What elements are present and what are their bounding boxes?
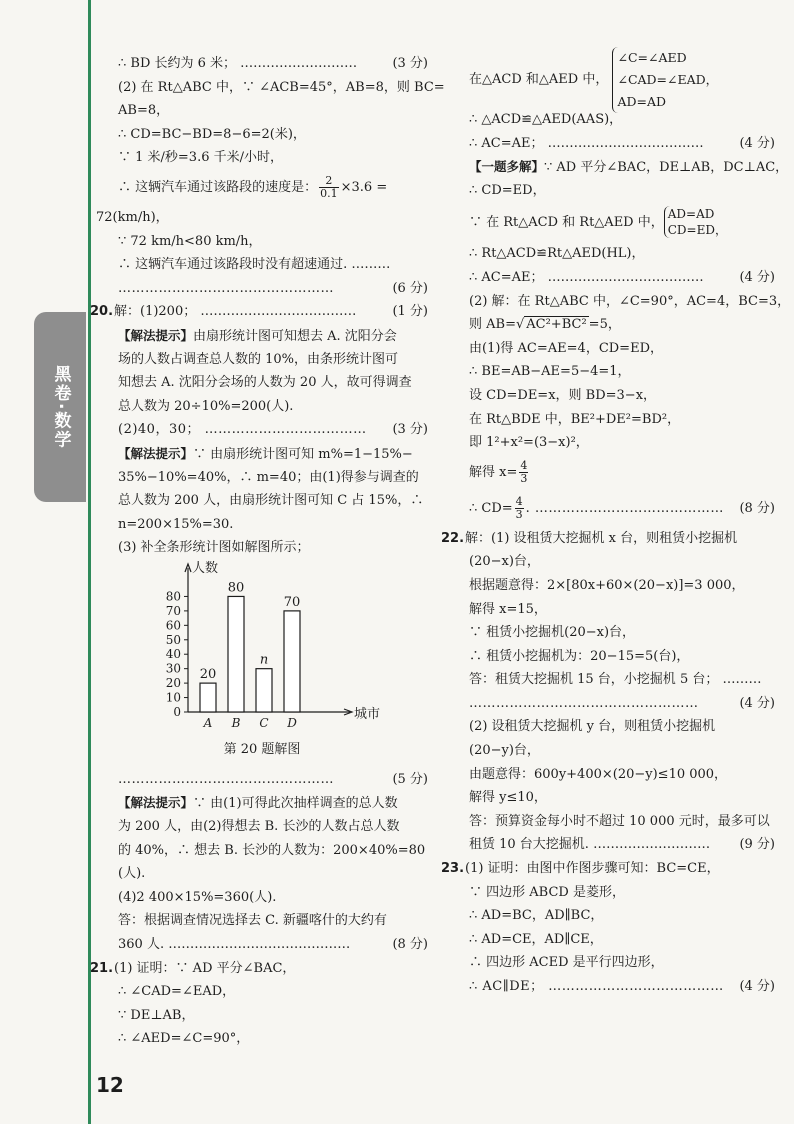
answer-line: 72(km/h)， [96, 209, 169, 225]
answer-line: ∴ AC∥DE； ………………………………… (4 分) [469, 979, 775, 994]
answer-line: ∴ CD= $\frac{4}{3}$ . …………………………………… (8 分) [469, 495, 775, 522]
answer-line: ∴ Rt△ACD≌Rt△AED(HL)， [469, 246, 645, 262]
hint-line: 知想去 A. 沈阳分会场的人数为 20 人，故可得调查 [118, 375, 412, 391]
fraction: $\frac{4}{3}$ [520, 459, 528, 486]
answer-line: 设 CD=DE=x，则 BD=3−x， [469, 387, 657, 403]
question-22: 22.解：(1) 设租赁大挖掘机 x 台，则租赁小挖掘机 [441, 530, 738, 546]
answer-line: 租赁 10 台大挖掘机. ……………………… (9 分) [469, 837, 775, 853]
y-tick-label: 20 [165, 675, 181, 690]
chart-caption: 第 20 题解图 [223, 741, 301, 757]
bar-data-label: 80 [227, 580, 245, 596]
bar-C [256, 669, 272, 712]
bar-D [284, 611, 300, 712]
answer-line: 答：预算资金每小时不超过 10 000 元时，最多可以 [469, 813, 770, 829]
answer-line: 即 1²+x²=(3−x)²， [469, 435, 589, 451]
hint-line: 为 200 人，由(2)得想去 B. 长沙的人数占总人数 [118, 819, 400, 835]
hint-line: 的 40%，∴ 想去 B. 长沙的人数为：200×40%=80 [118, 842, 426, 858]
answer-line: (4)2 400×15%=360(人). [118, 889, 277, 905]
y-tick-label: 70 [165, 603, 181, 618]
answer-line: (20−y)台， [469, 743, 540, 759]
answer-line: ∴ 这辆汽车通过该路段的速度是： $\frac{2}{0.1}$ ×3.6 = [118, 174, 388, 201]
answer-line: AB=8， [118, 103, 170, 119]
answer-line: ∴ CD=ED， [469, 182, 546, 198]
answer-line: (2)40，30； ……………………………… (3 分) [118, 422, 428, 438]
hint-line: 【解法提示】∵ 由(1)可得此次抽样调查的总人数 [118, 795, 398, 812]
answer-line: 在 Rt△BDE 中，BE²+DE²=BD²， [469, 411, 681, 427]
bar-A [200, 683, 216, 712]
page-number: 12 [96, 1073, 124, 1097]
bar-data-label: n [259, 652, 269, 668]
answer-line: ∵ DE⊥AB， [118, 1007, 195, 1023]
fraction: $\frac{4}{3}$ [515, 495, 523, 522]
equation-system: ∠C=∠AED ∠CAD=∠EAD， AD=AD [612, 47, 718, 113]
y-tick-label: 10 [165, 690, 181, 705]
fraction: $\frac{2}{0.1}$ [320, 174, 338, 201]
answer-line: ∴ 四边形 ACED 是平行四边形， [469, 955, 664, 971]
answer-line: 则 AB=√ AC²+BC² =5， [469, 317, 621, 333]
bar-B [228, 596, 244, 712]
hint-line: 总人数为 20÷10%=200(人). [118, 398, 294, 414]
x-axis-label: 城市 [354, 706, 381, 722]
answer-line: 解得 y≤10， [469, 790, 547, 806]
answer-line: (20−x)台， [469, 554, 540, 570]
hint-line: 【一题多解】∵ AD 平分∠BAC，DE⊥AB，DC⊥AC， [469, 159, 789, 176]
bar-data-label: 20 [199, 666, 217, 682]
y-tick-label: 30 [165, 661, 181, 676]
question-21: 21.(1) 证明：∵ AD 平分∠BAC， [90, 960, 296, 976]
bar-data-label: 70 [283, 594, 301, 610]
answer-line: 360 人. …………………………………… (8 分) [118, 937, 428, 953]
answer-line: 答：根据调查情况选择去 C. 新疆喀什的大约有 [118, 913, 387, 929]
hint-line: 【解法提示】由扇形统计图可知想去 A. 沈阳分会 [118, 327, 397, 344]
answer-line: ∵ 租赁小挖掘机(20−x)台， [469, 625, 636, 641]
answer-line: ………………………………………… (6 分) [118, 280, 428, 296]
binding-line [88, 0, 91, 1124]
x-tick-label: A [203, 715, 213, 730]
x-tick-label: B [231, 715, 241, 730]
answer-line: (2) 在 Rt△ABC 中，∵ ∠ACB=45°，AB=8，则 BC= [118, 79, 445, 95]
answer-line: ∴ CD=BC−BD=8−6=2(米)， [118, 126, 306, 142]
left-column [90, 52, 445, 1051]
answer-line: (2) 设租赁大挖掘机 y 台，则租赁小挖掘机 [469, 719, 716, 735]
answer-line: ∴ BE=AB−AE=5−4=1， [469, 364, 631, 380]
side-tab: 黑卷·数学 [34, 312, 86, 502]
answer-line: ∴ △ACD≌△AED(AAS)， [469, 112, 623, 127]
hint-line: 35%−10%=40%，∴ m=40；由(1)得参与调查的 [118, 469, 419, 485]
hint-line: 总人数为 200 人，由扇形统计图可知 C 占 15%，∴ [118, 493, 424, 509]
bar-chart-svg [148, 560, 388, 736]
y-tick-label: 0 [173, 704, 181, 719]
hint-line: n=200×15%=30. [118, 516, 234, 532]
y-tick-label: 50 [165, 632, 181, 647]
answer-line: ∵ 四边形 ABCD 是菱形， [469, 884, 625, 900]
answer-line: ∴ BD 长约为 6 米； ……………………… (3 分) [118, 56, 428, 71]
answer-line: ∴ AC=AE； ……………………………… (4 分) [469, 269, 775, 285]
y-tick-label: 40 [165, 647, 181, 662]
answer-line: 解得 x=15， [469, 601, 547, 617]
answer-line: ………………………………………… (5 分) [118, 771, 428, 787]
bar-chart [118, 560, 428, 738]
answer-line: ∴ ∠AED=∠C=90°， [118, 1031, 250, 1047]
question-20: 20.解：(1)200； ……………………………… (1 分) [90, 304, 428, 320]
question-23: 23.(1) 证明：由图中作图步骤可知：BC=CE， [441, 861, 720, 877]
hint-line: (人). [118, 866, 146, 882]
y-tick-label: 80 [165, 589, 181, 604]
answer-line: …………………………………………… (4 分) [469, 695, 775, 711]
answer-line: (3) 补全条形统计图如解图所示； [118, 540, 310, 556]
hint-line: 【解法提示】∵ 由扇形统计图可知 m%=1−15%− [118, 445, 413, 462]
hint-line: 场的人数占调查总人数的 10%，由条形统计图可 [118, 351, 399, 367]
answer-line: 答：租赁大挖掘机 15 台，小挖掘机 5 台； ……… [469, 672, 762, 688]
answer-line: ∴ 这辆汽车通过该路段时没有超速通过. ……… [118, 257, 391, 273]
x-tick-label: C [259, 715, 269, 730]
answer-line: ∴ AC=AE； ……………………………… (4 分) [469, 135, 775, 151]
answer-line: 解得 x= $\frac{4}{3}$ [469, 459, 528, 486]
answer-line: (2) 解：在 Rt△ABC 中，∠C=90°，AC=4，BC=3， [469, 293, 791, 309]
y-tick-label: 60 [165, 618, 181, 633]
answer-line: 根据题意得：2×[80x+60×(20−x)]=3 000， [469, 577, 745, 593]
answer-line: ∴ AD=BC，AD∥BC， [469, 908, 604, 924]
answer-line: ∴ AD=CE，AD∥CE， [469, 931, 603, 947]
answer-line: 在△ACD 和△AED 中， ∠C=∠AED ∠CAD=∠EAD， AD=AD [447, 52, 775, 108]
answer-line: ∵ 在 Rt△ACD 和 Rt△AED 中， AD=AD CD=ED， [469, 207, 727, 238]
equation-system: AD=AD CD=ED， [664, 206, 727, 238]
y-axis-label: 人数 [192, 560, 219, 576]
answer-line: ∴ 租赁小挖掘机为：20−15=5(台)， [469, 648, 690, 664]
x-tick-label: D [287, 715, 297, 730]
answer-line: 由题意得：600y+400×(20−y)≤10 000， [469, 766, 728, 782]
answer-line: 由(1)得 AC=AE=4，CD=ED， [469, 340, 663, 356]
answer-line: ∵ 1 米/秒=3.6 千米/小时， [118, 150, 283, 166]
right-column [441, 50, 791, 999]
answer-line: ∵ 72 km/h<80 km/h， [118, 233, 262, 249]
answer-line: ∴ ∠CAD=∠EAD， [118, 984, 236, 1000]
